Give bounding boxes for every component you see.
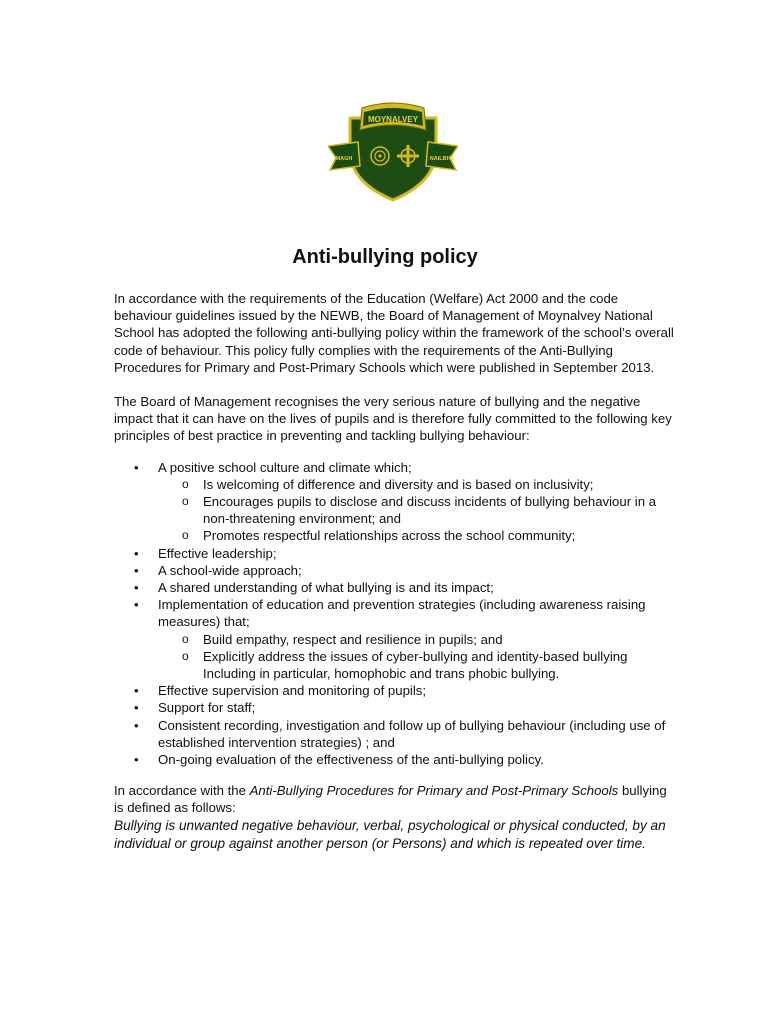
bullying-definition: Bullying is unwanted negative behaviour, verbal, psychological or physical conducted, by an individual or group against another person (or Persons) and which is repeated over time. [114, 817, 666, 851]
page-title: Anti-bullying policy [292, 246, 478, 268]
list-item: o Build empathy, respect and resilience in pupils; and [158, 631, 674, 648]
list-item: • A school-wide approach; [114, 562, 674, 579]
list-item: o Encourages pupils to disclose and discuss incidents of bullying behaviour in a non-threatening environment; and [158, 493, 674, 527]
commitment-paragraph: The Board of Management recognises the very serious nature of bullying and the negative impact that it can have on the lives of pupils and is therefore fully committed to the following key principles of best practice in preventing and tackling bullying behaviour: [114, 394, 672, 444]
policy-body [114, 290, 674, 853]
crest-right-ribbon: NAILBHE [429, 156, 455, 162]
crest-left-ribbon: MAGH [335, 156, 353, 162]
principles-list [114, 459, 674, 769]
definition-intro-before: In accordance with the [114, 783, 250, 799]
list-item: • Consistent recording, investigation and follow up of bullying behaviour (including use of established intervention strategies) ; and [114, 717, 674, 751]
list-item: • On-going evaluation of the effectiveness of the anti-bullying policy. [114, 751, 674, 768]
list-item: o Explicitly address the issues of cyber-bullying and identity-based bullying Including in particular, homophobic and trans phobic bullying. [158, 648, 674, 682]
principle-implementation: Implementation of education and prevention strategies (including awareness raising measures) that; [158, 597, 646, 630]
list-item: o Promotes respectful relationships across the school community; [158, 527, 674, 544]
implementation-sublist [158, 631, 674, 683]
crest-top-text: Ait Mhic [384, 107, 402, 112]
definition-intro-after: bullying is defined as follows: [114, 783, 667, 816]
intro-paragraph: In accordance with the requirements of the Education (Welfare) Act 2000 and the code behaviour guidelines issued by the NEWB, the Board of Management of Moynalvey National School has adopted the following anti-bullying policy within the framework of the school’s overall code of behaviour. This policy fully complies with the requirements of the Anti-Bullying Procedures for Primary and Post-Primary Schools which were published in September 2013. [114, 291, 674, 375]
list-item [114, 596, 674, 682]
list-item: • Effective leadership; [114, 545, 674, 562]
list-item: • Support for staff; [114, 699, 674, 716]
principle-culture: A positive school culture and climate which; [158, 459, 412, 475]
procedures-title: Anti-Bullying Procedures for Primary and Post-Primary Schools [249, 783, 619, 799]
list-item: • A shared understanding of what bullying is and its impact; [114, 579, 674, 596]
list-item: o Is welcoming of difference and diversity and is based on inclusivity; [158, 476, 674, 493]
list-item [114, 459, 674, 545]
culture-sublist [158, 476, 674, 545]
school-crest-logo [328, 100, 458, 202]
definition-intro [114, 782, 674, 816]
crest-school-name: MOYNALVEY [367, 115, 419, 124]
list-item: • Effective supervision and monitoring of pupils; [114, 682, 674, 699]
